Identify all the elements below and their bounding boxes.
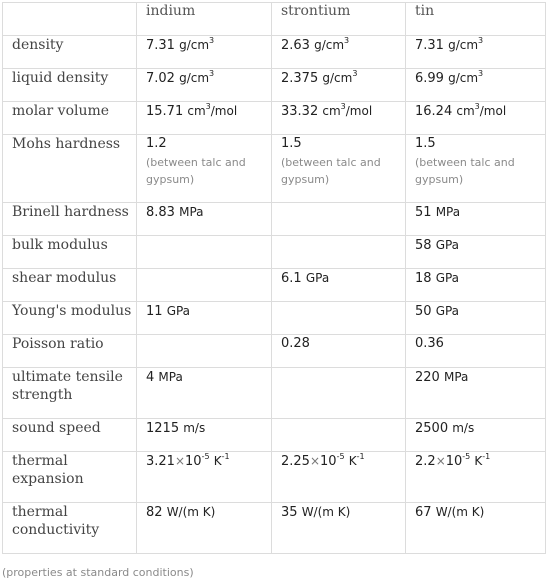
cell-tin [406,102,546,135]
row-label: liquid density [3,69,137,102]
cell-strontium [272,36,406,69]
cell-indium [137,269,272,302]
row-label: Young's modulus [3,302,137,335]
value-mantissa: 3.21 [146,454,175,469]
row-label: Poisson ratio [3,335,137,368]
cell-strontium [272,203,406,236]
row-label: Brinell hardness [3,203,137,236]
value-unit: GPa [166,304,191,318]
cell-tin [406,269,546,302]
cell-indium [137,36,272,69]
cell-indium [137,452,272,503]
value-number: 35 [281,505,298,520]
times-sign: × [435,454,446,468]
value-unit: MPa [179,205,204,219]
cell-tin [406,236,546,269]
unit-exponent: 3 [352,68,358,78]
cell-strontium [272,368,406,419]
value-number: 82 [146,505,163,520]
value-number: 2.375 [281,71,319,86]
table-row [3,236,546,269]
unit-exponent: 3 [478,68,484,78]
cell-tin [406,203,546,236]
value-number: 18 [415,271,432,286]
value-unit: MPa [443,370,469,384]
value-number: 0.36 [415,336,444,351]
unit-exponent: -1 [221,451,230,461]
footnote: (properties at standard conditions) [2,566,194,579]
value-unit: cm [187,104,206,118]
table-row [3,102,546,135]
value-note: (between talc and gypsum) [146,156,246,186]
value-exponent: -5 [336,451,345,461]
cell-strontium [272,302,406,335]
value-base: 10 [185,454,202,469]
value-unit: W/(m K) [301,505,351,519]
cell-strontium [272,269,406,302]
value-number: 8.83 [146,205,175,220]
cell-tin [406,368,546,419]
table-row [3,69,546,102]
value-unit: MPa [158,370,183,384]
value-number: 51 [415,205,432,220]
value-unit: g/cm [179,38,210,52]
value-unit: g/cm [314,38,345,52]
column-header-tin: tin [406,3,546,36]
value-number: 1.2 [146,136,167,151]
value-unit: g/cm [448,38,479,52]
cell-tin [406,302,546,335]
unit-exponent: 3 [344,35,350,45]
cell-strontium [272,452,406,503]
cell-indium [137,102,272,135]
unit-exponent: 3 [474,101,480,111]
value-number: 0.28 [281,336,310,351]
value-number: 7.31 [146,38,175,53]
cell-strontium [272,102,406,135]
value-number: 6.1 [281,271,302,286]
table-row [3,203,546,236]
value-number: 58 [415,238,432,253]
table-row [3,419,546,452]
value-number: 7.31 [415,38,444,53]
value-unit: m/s [452,421,475,435]
column-header-indium: indium [137,3,272,36]
cell-indium [137,368,272,419]
value-number: 15.71 [146,104,184,119]
value-number: 2.63 [281,38,310,53]
value-number: 33.32 [281,104,319,119]
unit-exponent: 3 [209,35,215,45]
value-mantissa: 2.25 [281,454,310,469]
value-number: 6.99 [415,71,444,86]
value-number: 67 [415,505,432,520]
cell-tin [406,503,546,554]
cell-tin [406,419,546,452]
value-number: 2500 [415,421,449,436]
value-note: (between talc and gypsum) [415,156,515,186]
value-number: 11 [146,304,163,319]
value-unit: W/(m K) [435,505,485,519]
column-header-strontium: strontium [272,3,406,36]
row-label: density [3,36,137,69]
value-unit: m/s [183,421,206,435]
value-mantissa: 2.2 [415,454,436,469]
value-unit: GPa [305,271,330,285]
column-header-empty [3,3,137,36]
value-number: 4 [146,370,155,385]
value-unit: K [474,454,483,468]
value-unit: cm [322,104,341,118]
unit-exponent: 3 [205,101,211,111]
value-exponent: -5 [462,451,471,461]
row-label: shear modulus [3,269,137,302]
cell-tin [406,69,546,102]
table-row [3,335,546,368]
value-unit: g/cm [448,71,479,85]
value-number: 220 [415,370,440,385]
value-number: 1.5 [281,136,302,151]
cell-tin [406,36,546,69]
table-row [3,503,546,554]
value-unit: W/(m K) [166,505,216,519]
unit-exponent: 3 [340,101,346,111]
value-unit: GPa [435,271,460,285]
cell-tin [406,135,546,203]
value-base: 10 [445,454,463,469]
value-unit: K [348,454,357,468]
table-row [3,36,546,69]
row-label: bulk modulus [3,236,137,269]
header-row [3,3,546,36]
cell-tin [406,335,546,368]
row-label: sound speed [3,419,137,452]
value-unit: g/cm [179,71,210,85]
times-sign: × [174,454,186,468]
value-unit-suffix: /mol [345,104,373,118]
value-unit: GPa [435,238,460,252]
cell-indium [137,69,272,102]
table-row [3,302,546,335]
cell-indium [137,419,272,452]
value-number: 1215 [146,421,180,436]
cell-strontium [272,503,406,554]
value-unit-suffix: /mol [479,104,507,118]
value-number: 7.02 [146,71,175,86]
cell-indium [137,302,272,335]
cell-indium [137,203,272,236]
value-number: 1.5 [415,136,436,151]
table-row [3,368,546,419]
value-exponent: -5 [201,451,210,461]
value-unit: cm [456,104,475,118]
cell-indium [137,335,272,368]
row-label: molar volume [3,102,137,135]
cell-indium [137,236,272,269]
cell-strontium [272,335,406,368]
table-body [3,36,546,554]
row-label: thermal conductivity [3,503,137,554]
table-row [3,452,546,503]
cell-strontium [272,419,406,452]
cell-strontium [272,236,406,269]
cell-indium [137,135,272,203]
times-sign: × [309,454,321,468]
row-label: Mohs hardness [3,135,137,203]
cell-indium [137,503,272,554]
cell-strontium [272,135,406,203]
value-unit: MPa [435,205,461,219]
value-number: 50 [415,304,432,319]
value-unit-suffix: /mol [210,104,238,118]
value-number: 16.24 [415,104,453,119]
table-row [3,135,546,203]
element-properties-table [2,2,546,554]
unit-exponent: 3 [478,35,484,45]
value-unit: K [213,454,222,468]
row-label: ultimate tensile strength [3,368,137,419]
cell-tin [406,452,546,503]
row-label: thermal expansion [3,452,137,503]
unit-exponent: -1 [356,451,365,461]
value-unit: g/cm [322,71,353,85]
unit-exponent: 3 [209,68,215,78]
unit-exponent: -1 [482,451,491,461]
value-unit: GPa [435,304,460,318]
value-note: (between talc and gypsum) [281,156,381,186]
value-base: 10 [320,454,337,469]
table-row [3,269,546,302]
cell-strontium [272,69,406,102]
